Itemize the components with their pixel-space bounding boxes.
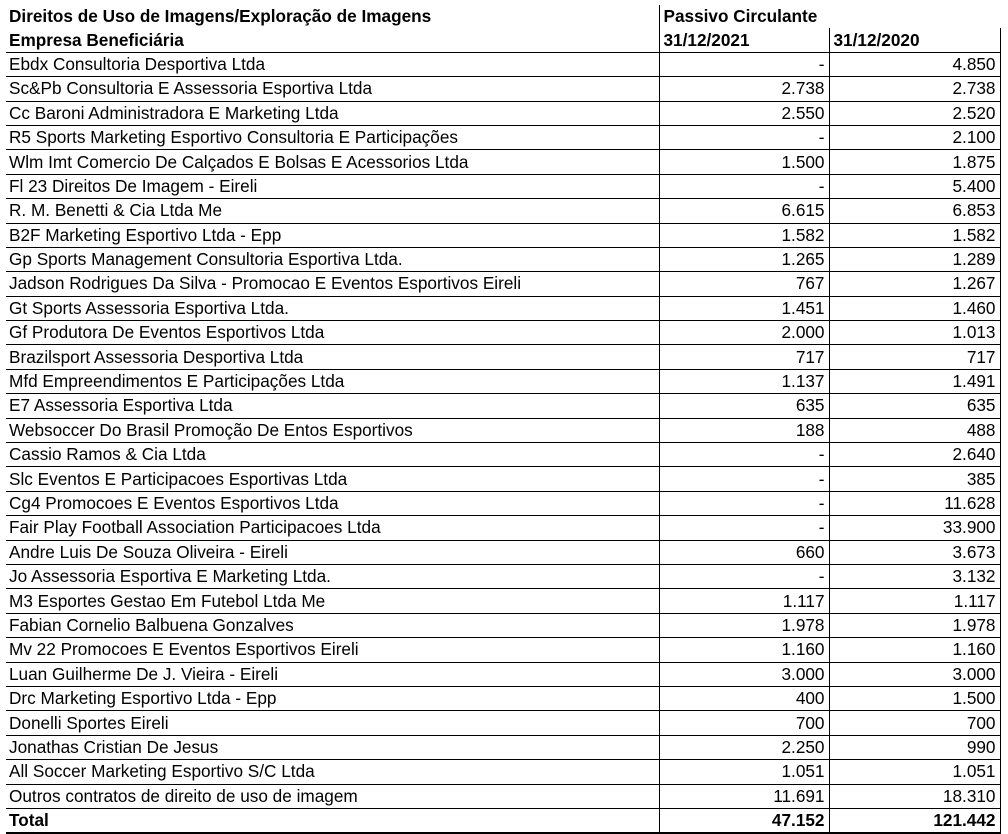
value-2021-cell: - <box>659 443 829 467</box>
company-name-cell: Jonathas Cristian De Jesus <box>6 735 659 759</box>
company-name-cell: Fabian Cornelio Balbuena Gonzalves <box>6 613 659 637</box>
total-2021: 47.152 <box>659 808 829 833</box>
image-rights-table <box>6 5 1001 834</box>
value-2020-cell: 3.132 <box>829 564 1000 588</box>
table-row <box>6 272 1000 296</box>
value-2021-cell: 188 <box>659 418 829 442</box>
value-2020-cell: 3.000 <box>829 662 1000 686</box>
company-name-cell: Donelli Sportes Eireli <box>6 711 659 735</box>
value-2021-cell: 400 <box>659 686 829 710</box>
table-row <box>6 540 1000 564</box>
value-2021-cell: 1.582 <box>659 223 829 247</box>
company-name-cell: R5 Sports Marketing Esportivo Consultoria E Participações <box>6 125 659 149</box>
value-2021-cell: 2.250 <box>659 735 829 759</box>
value-2021-cell: - <box>659 491 829 515</box>
value-2021-cell: 11.691 <box>659 784 829 808</box>
company-name-cell: Outros contratos de direito de uso de imagem <box>6 784 659 808</box>
company-name-cell: Gf Produtora De Eventos Esportivos Ltda <box>6 321 659 345</box>
value-2020-cell: 990 <box>829 735 1000 759</box>
company-name-cell: Wlm Imt Comercio De Calçados E Bolsas E Acessorios Ltda <box>6 150 659 174</box>
company-name-cell: Mv 22 Promocoes E Eventos Esportivos Eireli <box>6 638 659 662</box>
table-row <box>6 125 1000 149</box>
column-header-2020: 31/12/2020 <box>829 28 1000 52</box>
value-2020-cell: 1.875 <box>829 150 1000 174</box>
value-2021-cell: 635 <box>659 394 829 418</box>
header-row-title <box>6 5 1000 28</box>
table-row <box>6 296 1000 320</box>
value-2021-cell: 1.051 <box>659 760 829 784</box>
table-row <box>6 247 1000 271</box>
value-2020-cell: 488 <box>829 418 1000 442</box>
table-row <box>6 467 1000 491</box>
value-2021-cell: 1.500 <box>659 150 829 174</box>
value-2020-cell: 1.267 <box>829 272 1000 296</box>
value-2021-cell: 717 <box>659 345 829 369</box>
table-row <box>6 711 1000 735</box>
value-2020-cell: 1.491 <box>829 369 1000 393</box>
value-2021-cell: 2.550 <box>659 101 829 125</box>
company-name-cell: Drc Marketing Esportivo Ltda - Epp <box>6 686 659 710</box>
company-name-cell: Fl 23 Direitos De Imagem - Eireli <box>6 174 659 198</box>
value-2020-cell: 33.900 <box>829 516 1000 540</box>
value-2021-cell: 3.000 <box>659 662 829 686</box>
company-name-cell: Websoccer Do Brasil Promoção De Entos Esportivos <box>6 418 659 442</box>
company-name-cell: M3 Esportes Gestao Em Futebol Ltda Me <box>6 589 659 613</box>
value-2020-cell: 6.853 <box>829 199 1000 223</box>
table-title: Direitos de Uso de Imagens/Exploração de Imagens <box>9 6 432 27</box>
table-row <box>6 564 1000 588</box>
value-2020-cell: 1.500 <box>829 686 1000 710</box>
value-2020-cell: 3.673 <box>829 540 1000 564</box>
company-name-cell: Jo Assessoria Esportiva E Marketing Ltda. <box>6 564 659 588</box>
value-2020-cell: 2.100 <box>829 125 1000 149</box>
value-2021-cell: 1.978 <box>659 613 829 637</box>
value-2020-cell: 1.460 <box>829 296 1000 320</box>
table-row <box>6 443 1000 467</box>
table-row <box>6 686 1000 710</box>
company-name-cell: R. M. Benetti & Cia Ltda Me <box>6 199 659 223</box>
company-name-cell: Andre Luis De Souza Oliveira - Eireli <box>6 540 659 564</box>
value-2021-cell: 700 <box>659 711 829 735</box>
table-row <box>6 394 1000 418</box>
value-2021-cell: 6.615 <box>659 199 829 223</box>
value-2021-cell: 1.160 <box>659 638 829 662</box>
value-2020-cell: 385 <box>829 467 1000 491</box>
value-2021-cell: 767 <box>659 272 829 296</box>
table-row <box>6 199 1000 223</box>
table-row <box>6 418 1000 442</box>
company-name-cell: Mfd Empreendimentos E Participações Ltda <box>6 369 659 393</box>
value-2021-cell: 1.117 <box>659 589 829 613</box>
table-row <box>6 345 1000 369</box>
table-row <box>6 174 1000 198</box>
table-row <box>6 150 1000 174</box>
value-2021-cell: - <box>659 174 829 198</box>
table-body <box>6 52 1000 808</box>
table-row <box>6 638 1000 662</box>
column-header-2021: 31/12/2021 <box>659 28 829 52</box>
table-row <box>6 613 1000 637</box>
value-2021-cell: 660 <box>659 540 829 564</box>
value-2020-cell: 1.160 <box>829 638 1000 662</box>
value-2020-cell: 1.013 <box>829 321 1000 345</box>
value-2021-cell: - <box>659 125 829 149</box>
company-name-cell: Fair Play Football Association Participacoes Ltda <box>6 516 659 540</box>
company-name-cell: Cg4 Promocoes E Eventos Esportivos Ltda <box>6 491 659 515</box>
value-2020-cell: 1.117 <box>829 589 1000 613</box>
company-name-cell: Gt Sports Assessoria Esportiva Ltda. <box>6 296 659 320</box>
company-name-cell: All Soccer Marketing Esportivo S/C Ltda <box>6 760 659 784</box>
table-row <box>6 760 1000 784</box>
value-2020-cell: 11.628 <box>829 491 1000 515</box>
value-2021-cell: 2.738 <box>659 77 829 101</box>
table-row <box>6 589 1000 613</box>
company-name-cell: Sc&Pb Consultoria E Assessoria Esportiva Ltda <box>6 77 659 101</box>
value-2020-cell: 2.640 <box>829 443 1000 467</box>
company-name-cell: Brazilsport Assessoria Desportiva Ltda <box>6 345 659 369</box>
value-2021-cell: 1.451 <box>659 296 829 320</box>
table-row <box>6 369 1000 393</box>
table-row <box>6 491 1000 515</box>
column-header-company: Empresa Beneficiária <box>6 28 659 52</box>
value-2021-cell: - <box>659 516 829 540</box>
value-2021-cell: - <box>659 467 829 491</box>
company-name-cell: Jadson Rodrigues Da Silva - Promocao E Eventos Esportivos Eireli <box>6 272 659 296</box>
value-2021-cell: - <box>659 564 829 588</box>
table-row <box>6 223 1000 247</box>
company-name-cell: Slc Eventos E Participacoes Esportivas Ltda <box>6 467 659 491</box>
table-row <box>6 52 1000 76</box>
value-2021-cell: - <box>659 52 829 76</box>
value-2021-cell: 1.265 <box>659 247 829 271</box>
company-name-cell: Luan Guilherme De J. Vieira - Eireli <box>6 662 659 686</box>
table-row <box>6 77 1000 101</box>
value-2020-cell: 18.310 <box>829 784 1000 808</box>
value-2020-cell: 1.582 <box>829 223 1000 247</box>
company-name-cell: Cassio Ramos & Cia Ltda <box>6 443 659 467</box>
value-2020-cell: 635 <box>829 394 1000 418</box>
header-row-columns <box>6 28 1000 52</box>
value-2020-cell: 2.738 <box>829 77 1000 101</box>
value-2020-cell: 2.520 <box>829 101 1000 125</box>
table-row <box>6 735 1000 759</box>
table-row <box>6 321 1000 345</box>
company-name-cell: Cc Baroni Administradora E Marketing Ltda <box>6 101 659 125</box>
company-name-cell: E7 Assessoria Esportiva Ltda <box>6 394 659 418</box>
value-2021-cell: 2.000 <box>659 321 829 345</box>
table-row <box>6 662 1000 686</box>
company-name-cell: Gp Sports Management Consultoria Esportiva Ltda. <box>6 247 659 271</box>
value-2020-cell: 1.289 <box>829 247 1000 271</box>
company-name-cell: Ebdx Consultoria Desportiva Ltda <box>6 52 659 76</box>
image-rights-sheet <box>6 5 1000 834</box>
value-2020-cell: 717 <box>829 345 1000 369</box>
group-label-passivo-circulante: Passivo Circulante <box>659 5 1000 28</box>
value-2020-cell: 5.400 <box>829 174 1000 198</box>
value-2020-cell: 1.978 <box>829 613 1000 637</box>
total-2020: 121.442 <box>829 808 1000 833</box>
value-2021-cell: 1.137 <box>659 369 829 393</box>
table-row <box>6 101 1000 125</box>
value-2020-cell: 1.051 <box>829 760 1000 784</box>
value-2020-cell: 700 <box>829 711 1000 735</box>
value-2020-cell: 4.850 <box>829 52 1000 76</box>
total-label: Total <box>6 808 659 833</box>
table-row <box>6 784 1000 808</box>
company-name-cell: B2F Marketing Esportivo Ltda - Epp <box>6 223 659 247</box>
table-row <box>6 516 1000 540</box>
